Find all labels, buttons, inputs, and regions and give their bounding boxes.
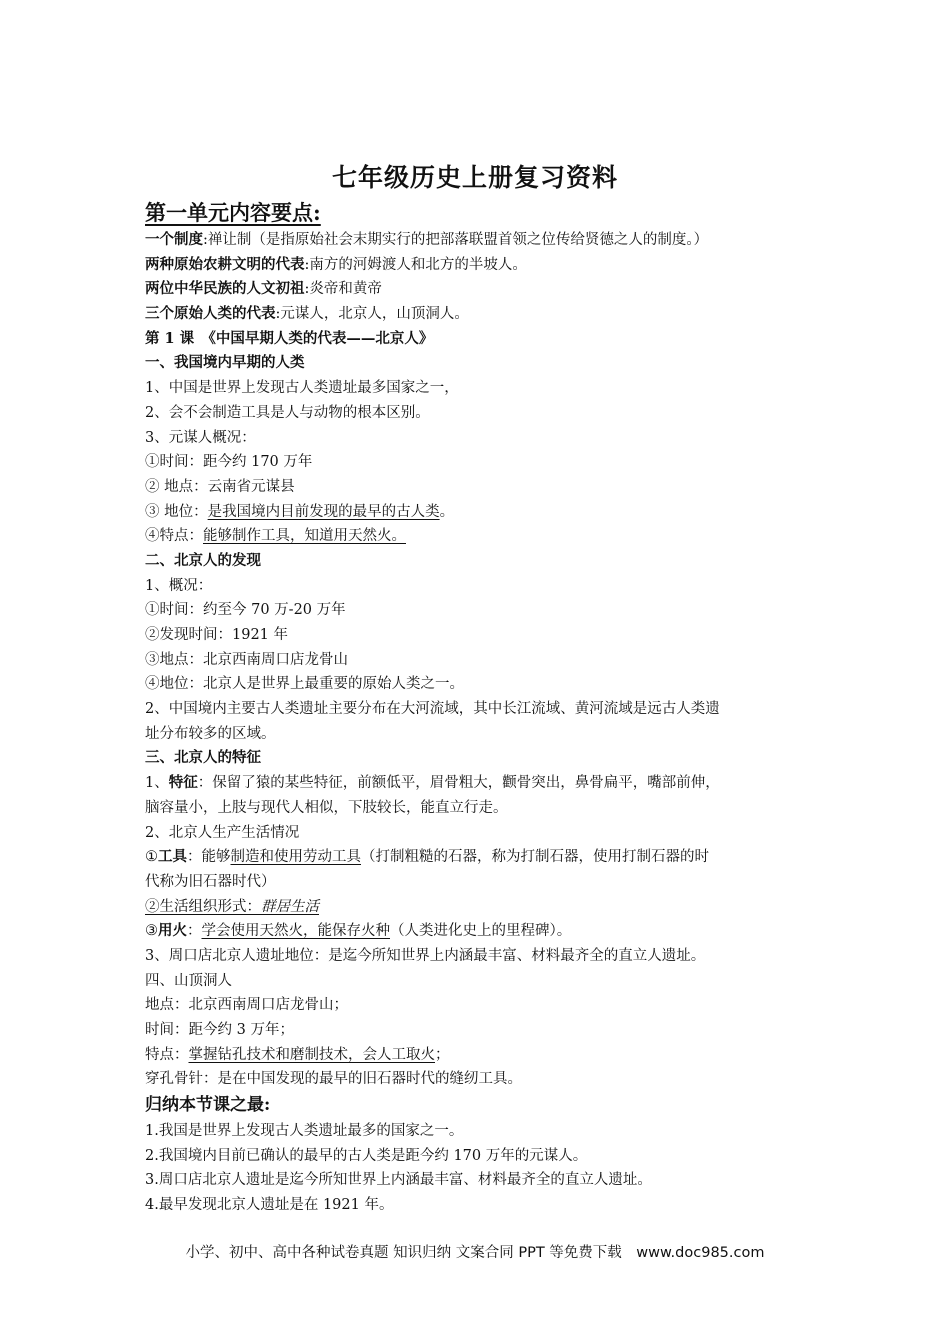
text-line: 2、北京人生产生活情况 [145, 824, 300, 841]
section-heading: 三、北京人的特征 [145, 749, 261, 767]
text-span: ：保留了猿的某些特征，前额低平，眉骨粗大，颧骨突出，鼻骨扁平，嘴部前伸， [197, 775, 720, 792]
point-label: 三个原始人类的代表 [145, 305, 276, 323]
point-ancestors [145, 277, 817, 302]
text-span: ：能够 [187, 849, 231, 866]
point-text: :元谋人，北京人，山顶洞人。 [275, 306, 469, 323]
text-span: ① [145, 849, 158, 866]
page-title: 七年级历史上册复习资料 [331, 163, 618, 192]
text-line: ④地位：北京人是世界上最重要的原始人类之一。 [145, 676, 464, 693]
text-line [145, 1043, 817, 1068]
text-line: 3、元谋人概况： [145, 429, 256, 446]
underlined-text: 掌握钻孔技术和磨制技术，会人工取火 [188, 1046, 435, 1063]
text-line: 址分布较多的区域。 [145, 725, 276, 742]
text-line [145, 500, 817, 525]
point-text: :炎帝和黄帝 [304, 281, 382, 298]
text-line [145, 845, 817, 870]
point-text: :禅让制（是指原始社会末期实行的把部落联盟首领之位传给贤德之人的制度。） [203, 232, 709, 248]
text-line: 2、中国境内主要古人类遗址主要分布在大河流域，其中长江流域、黄河流域是远古人类遗 [145, 701, 720, 718]
summary-item: 1.我国是世界上发现古人类遗址最多的国家之一。 [145, 1123, 464, 1140]
footer-text: 小学、初中、高中各种试卷真题 知识归纳 文案合同 PPT 等免费下载 www.doc985.com [185, 1245, 765, 1261]
underlined-text: 能够制作工具，知道用天然火。 [203, 528, 406, 545]
text-line: ①时间：距今约 170 万年 [145, 454, 313, 471]
section-heading: 一、我国境内早期的人类 [145, 354, 305, 372]
section-heading: 二、北京人的发现 [145, 551, 261, 569]
text-line: 3、周口店北京人遗址地位：是迄今所知世界上内涵最丰富、材料最齐全的直立人遗址。 [145, 947, 706, 964]
bold-label: 工具 [158, 848, 187, 866]
summary-heading: 归纳本节课之最: [145, 1095, 271, 1116]
text-span: ； [435, 1046, 450, 1063]
lesson-title: 第 1 课 《中国早期人类的代表——北京人》 [145, 329, 434, 347]
point-farming [145, 253, 817, 278]
text-line: 代称为旧石器时代） [145, 873, 276, 890]
text-span: （人类进化史上的里程碑）。 [390, 923, 572, 940]
summary-item: 3.周口店北京人遗址是迄今所知世界上内涵最丰富、材料最齐全的直立人遗址。 [145, 1172, 652, 1189]
text-span: （打制粗糙的石器，称为打制石器，使用打制石器的时 [361, 849, 709, 866]
text-line: 2、会不会制造工具是人与动物的根本区别。 [145, 404, 430, 421]
text-line: 时间：距今约 3 万年； [145, 1022, 294, 1038]
summary-item: 4.最早发现北京人遗址是在 1921 年。 [145, 1197, 394, 1214]
text-line: 1、中国是世界上发现古人类遗址最多国家之一， [145, 380, 459, 397]
text-line [145, 919, 817, 944]
point-system [145, 228, 817, 253]
underlined-text: ②生活组织形式： [145, 898, 261, 915]
summary-item: 2.我国境内目前已确认的最早的古人类是距今约 170 万年的元谋人。 [145, 1147, 588, 1164]
text-line [145, 524, 817, 549]
point-label: 一个制度 [145, 231, 203, 248]
text-line: 地点：北京西南周口店龙骨山； [145, 997, 348, 1014]
text-span: 特点： [145, 1046, 189, 1063]
text-line: ①时间：约至今 70 万-20 万年 [145, 602, 346, 619]
underlined-text: 制造和使用劳动工具 [230, 849, 361, 866]
text-span: ④特点： [145, 528, 203, 545]
text-line: ② 地点：云南省元谋县 [145, 478, 295, 495]
text-line [145, 771, 817, 796]
point-text: :南方的河姆渡人和北方的半坡人。 [304, 256, 527, 273]
underlined-text: 学会使用天然火，能保存火种 [201, 923, 390, 940]
bold-label: 特征 [168, 774, 198, 792]
unit-heading: 第一单元内容要点: [145, 200, 321, 225]
point-label: 两位中华民族的人文初祖 [145, 280, 305, 298]
point-humans [145, 302, 817, 327]
text-line: 1、概况： [145, 577, 213, 594]
text-line: ②发现时间：1921 年 [145, 627, 289, 643]
underlined-text: 是我国境内目前发现的最早的古人类 [207, 503, 440, 520]
document-body [145, 198, 817, 1218]
section-heading: 四、山顶洞人 [145, 972, 232, 989]
text-span: 。 [439, 503, 455, 520]
point-label: 两种原始农耕文明的代表 [145, 255, 305, 273]
text-span: ③ [145, 923, 158, 940]
text-line: 脑容量小，上肢与现代人相似，下肢较长，能直立行走。 [145, 799, 508, 816]
text-span: ： [187, 923, 202, 940]
underlined-text: 群居生活 [261, 898, 319, 915]
text-line: ③地点：北京西南周口店龙骨山 [145, 651, 348, 668]
text-line: 穿孔骨针：是在中国发现的最早的旧石器时代的缝纫工具。 [145, 1071, 522, 1088]
text-span: ③ 地位： [145, 503, 208, 520]
text-span: 1、 [145, 775, 169, 792]
text-line [145, 895, 817, 920]
bold-label: 用火 [158, 922, 187, 940]
